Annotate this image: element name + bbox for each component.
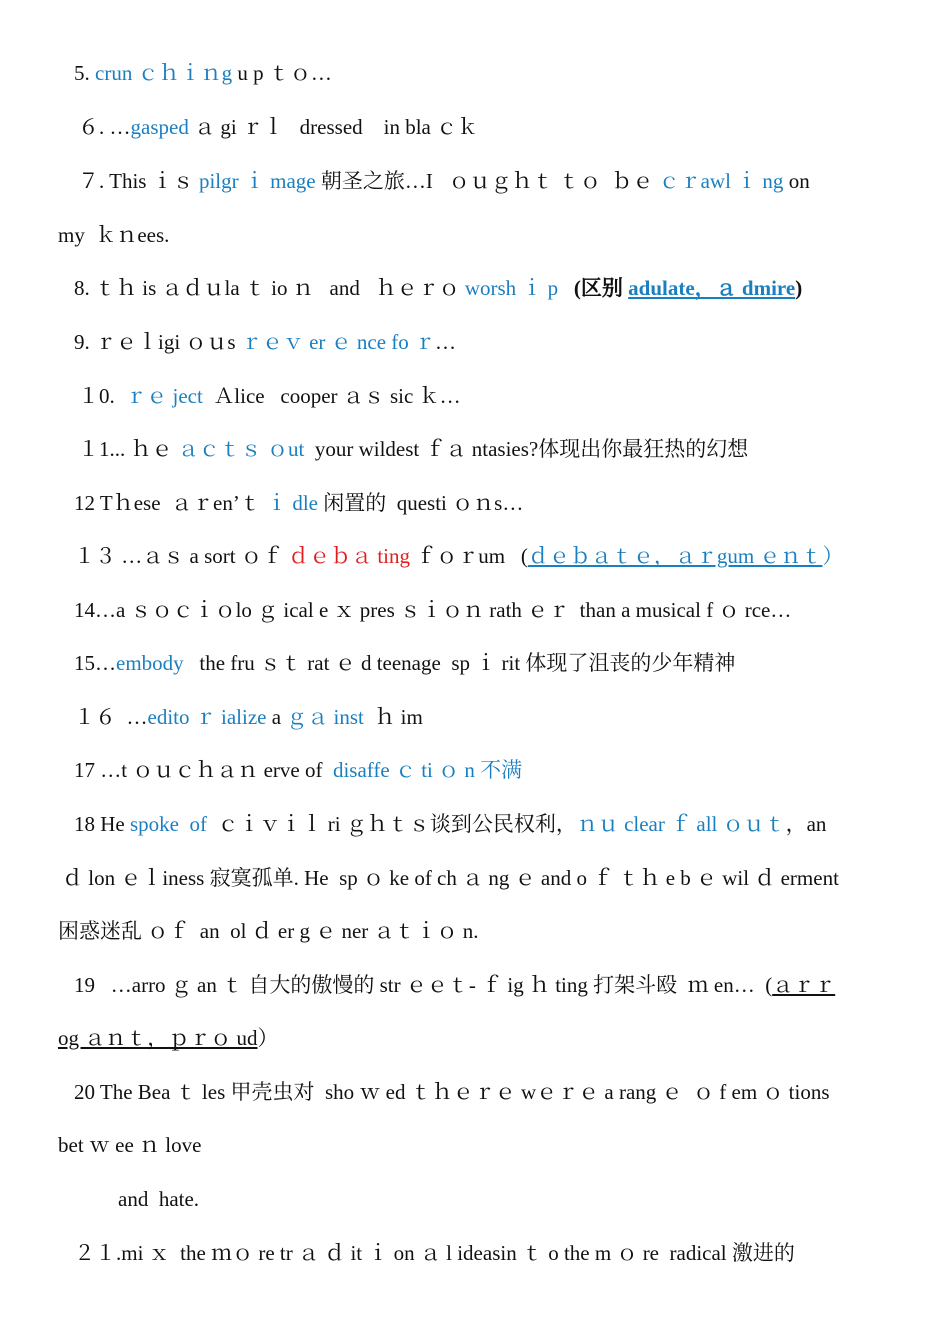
vocab-highlight: ａｃｔｓ ｏut [177, 437, 305, 461]
vocab-highlight: ｒｅ ject [125, 384, 203, 408]
text: … [435, 330, 457, 354]
vocab-highlight: spoke of [130, 812, 207, 836]
line-21 [74, 1239, 795, 1267]
line-8 [74, 274, 802, 302]
text: (区别 [558, 276, 629, 300]
vocab-highlight: ｃｒawl ｉ ng [658, 169, 784, 193]
text: Ａlice cooper ａｓ sic ｋ… [202, 384, 461, 408]
line-12 [74, 489, 523, 517]
text: 15… [74, 651, 116, 675]
vocab-highlight: ｇａ inst [286, 705, 364, 729]
vocab-highlight: ｒｅｖ er ｅ nce fo ｒ [240, 330, 436, 354]
line-13 [74, 542, 843, 570]
line-17 [74, 756, 522, 784]
line-18 [74, 810, 826, 838]
vocab-highlight: ｎｕ clear ｆ all ｏｕｔ [576, 812, 786, 836]
text: ，an [785, 812, 827, 836]
line-7-cont [58, 221, 169, 249]
text: 闲置的 questi ｏｎs… [317, 491, 524, 515]
vocab-note: og ａｎｔ，ｐｒｏ ud [58, 1026, 258, 1050]
vocab-note: ａｒｒ [772, 973, 836, 997]
text: the fru ｓｔ rat ｅ d teenage sp ｉ rit 体现了沮丧的少年精神 [183, 651, 736, 675]
line-14 [74, 596, 791, 624]
text: and hate. [118, 1187, 200, 1211]
line-7 [78, 167, 810, 195]
vocab-highlight: pilgr ｉ mage [198, 169, 316, 193]
vocab-highlight: gasped [130, 115, 189, 139]
line-5 [74, 59, 332, 87]
text: １６ … [74, 705, 148, 729]
text: ｆｏｒum ( [410, 544, 528, 568]
line-9 [74, 328, 456, 356]
text: ） [257, 1026, 279, 1050]
text: my ｋｎees. [58, 223, 170, 247]
text: u p ｔｏ… [232, 61, 332, 85]
line-16 [74, 703, 423, 731]
vocab-note: ｄｅｂａｔｅ，ａｒgum ｅｎｔ [527, 544, 823, 568]
text: ６. … [78, 115, 131, 139]
text: 14…a ｓｏｃｉｏlo ｇ ical e ｘ pres ｓｉｏｎ rath ｅｒ than a musical f ｏ rce… [74, 598, 792, 622]
text: 18 He [74, 812, 130, 836]
vocab-highlight: g [221, 61, 233, 85]
text: ７. This ｉｓ [78, 169, 199, 193]
text: 12 Tｈese ａｒen’ｔ [74, 491, 267, 515]
text: 19 …arro ｇ an ｔ 自大的傲慢的 str ｅｅｔ- ｆ ig ｈ ting 打架斗殴 ｍ en… ( [74, 973, 773, 997]
text: ａ gi ｒｌ dressed in bla ｃｋ [188, 115, 479, 139]
line-20-cont-2 [118, 1185, 199, 1213]
vocab-highlight: ｉ dle [266, 491, 318, 515]
vocab-highlight: worsh ｉ p [464, 276, 559, 300]
line-19 [74, 971, 835, 999]
text: 困惑迷乱 ｏｆ an ol ｄ er g ｅ ner ａｔｉｏ n. [58, 919, 479, 943]
line-18-cont-2 [58, 917, 479, 945]
vocab-highlight: disaffe ｃ ti ｏ n [332, 758, 475, 782]
text: a [266, 705, 287, 729]
vocab-highlight: 不满 [474, 758, 523, 782]
vocab-highlight: crun ｃｈｉｎ [95, 61, 222, 85]
text: bet ｗ ee ｎ love [58, 1133, 202, 1157]
text: ) [795, 276, 803, 300]
text: 9. ｒｅｌigi ｏｕs [74, 330, 241, 354]
text: １0. [78, 384, 126, 408]
text: １1... ｈｅ [78, 437, 178, 461]
line-11 [78, 435, 748, 463]
line-19-cont [58, 1024, 279, 1052]
text: ２１.mi ｘ the ｍｏ re tr ａ ｄ it ｉ on ａ l ideasin ｔ o the m ｏ re radical 激进的 [74, 1241, 795, 1265]
vocab-highlight: embody [116, 651, 184, 675]
text: your wildest ｆａ ntasies?体现出你最狂热的幻想 [304, 437, 749, 461]
text: 5. [74, 61, 95, 85]
text: 17 …t ｏｕｃｈａｎ erve of [74, 758, 333, 782]
vocab-note: adulate，ａ dmire [628, 276, 796, 300]
text: ｈ im [363, 705, 423, 729]
line-15 [74, 649, 735, 677]
text: on [783, 169, 810, 193]
line-6 [78, 113, 478, 141]
text: 朝圣之旅…I ｏｕｇｈｔ ｔｏ ｂｅ [315, 169, 659, 193]
text: １３ …ａｓ a sort ｏｆ [74, 544, 289, 568]
text: 8. ｔｈ is ａｄｕla ｔ io ｎ and ｈｅｒｏ [74, 276, 465, 300]
line-18-cont-1 [62, 864, 839, 892]
text: ｃｉｖｉｌ ri ｇｈｔｓ谈到公民权利， [207, 812, 577, 836]
line-20 [74, 1078, 830, 1106]
text: 20 The Bea ｔ les 甲壳虫对 sho ｗ ed ｔｈｅｒｅ wｅｒｅ a rang ｅ ｏ f em ｏ tions [74, 1080, 830, 1104]
text: ） [822, 544, 844, 568]
line-20-cont-1 [58, 1131, 201, 1159]
vocab-highlight: ｄｅｂａ ting [288, 544, 410, 568]
text: ｄ lon ｅｌiness 寂寞孤单. He sp ｏ ke of ch ａ ng ｅ and o ｆ ｔｈ e b ｅ wil ｄ erment [62, 866, 839, 890]
vocab-highlight: edito ｒ ialize [147, 705, 267, 729]
line-10 [78, 382, 461, 410]
